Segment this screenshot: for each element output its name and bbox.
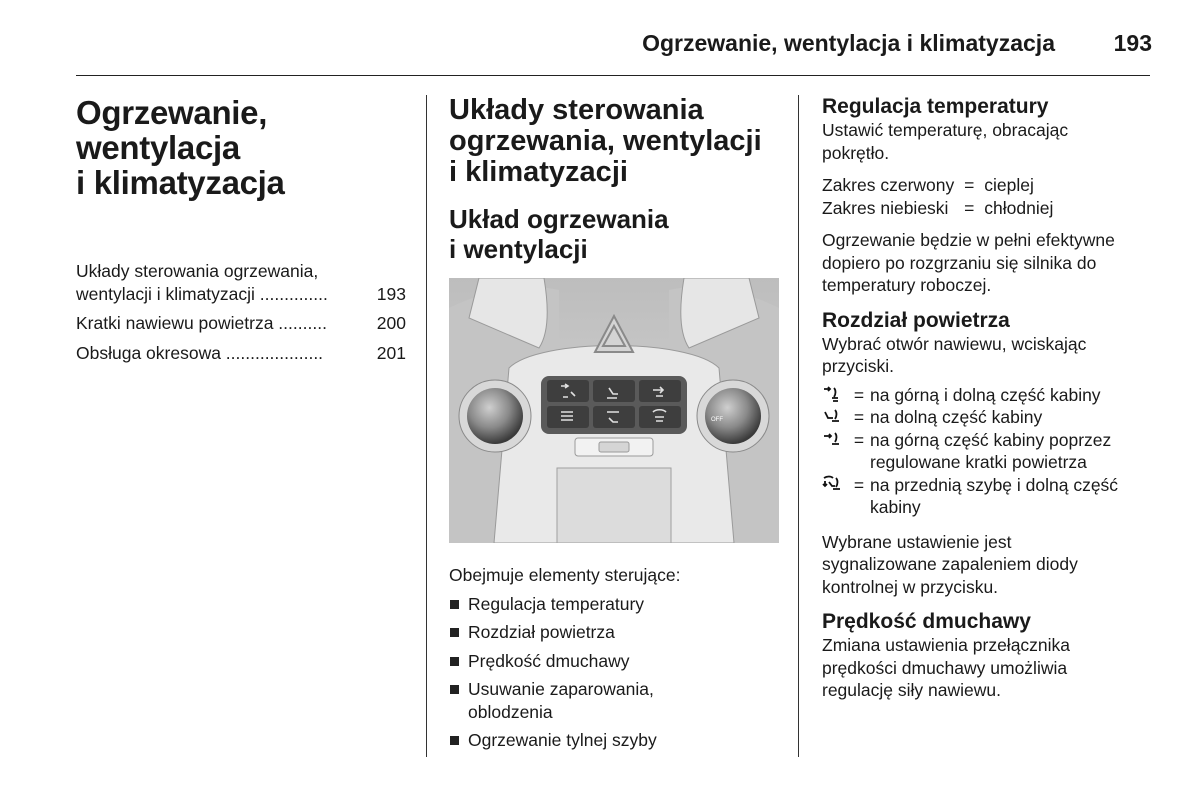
upper-lower-airflow-icon [822, 384, 842, 404]
toc-entry[interactable] [76, 312, 406, 335]
header-rule [76, 75, 1150, 76]
column-divider-2 [798, 95, 799, 757]
range-label: Zakres czerwony [822, 175, 955, 195]
rear-defrost-button [547, 406, 589, 428]
airflow-button-upper [639, 380, 681, 402]
climate-control-panel-image [449, 278, 779, 543]
range-value: chłodniej [984, 197, 1054, 218]
list-item: Usuwanie zaparowania, oblodzenia [449, 678, 708, 723]
temperature-heading: Regulacja temperatury [822, 95, 1049, 118]
subsection-title: Układ ogrzewania i wentylacji [449, 204, 669, 264]
temperature-ranges [822, 174, 1053, 219]
upper-airflow-icon [822, 429, 842, 449]
running-header-title: Ogrzewanie, wentylacja i klimatyzacja [642, 30, 1055, 56]
air-distribution-text: Wybrać otwór nawiewu, wciskając przyciski. [822, 333, 1087, 376]
range-eq: = [964, 175, 975, 195]
temperature-text: Ustawić temperaturę, obracając pokrętło. [822, 120, 1069, 163]
toc-entry-text: Kratki nawiewu powietrza .......... [76, 313, 327, 333]
column-1 [76, 95, 406, 371]
air-distribution-heading: Rozdział powietrza [822, 308, 1010, 332]
range-value: cieplej [984, 175, 1034, 195]
column-3 [822, 95, 1162, 702]
air-distribution-modes [822, 384, 1162, 519]
column-2 [449, 95, 779, 758]
toc-entry-page: 193 [376, 283, 406, 304]
temperature-note: Ogrzewanie będzie w pełni efektywne dopiero po rozgrzaniu się silnika do temperatury roboczej. [822, 230, 1115, 295]
intro-text: Obejmuje elementy sterujące: [449, 565, 681, 585]
list-item: Rozdział powietrza [449, 621, 779, 644]
airflow-button-windshield [593, 406, 635, 428]
airflow-button-upper-lower [547, 380, 589, 402]
fan-speed-heading: Prędkość dmuchawy [822, 610, 1031, 633]
air-distribution-note: Wybrane ustawienie jest sygnalizowane zapaleniem diody kontrolnej w przycisku. [822, 531, 1078, 597]
toc-entry-text: Układy sterowania ogrzewania, wentylacji i klimatyzacji .............. [76, 261, 328, 304]
column-divider-1 [426, 95, 427, 757]
table-of-contents [76, 260, 406, 364]
list-item: Prędkość dmuchawy [449, 650, 779, 673]
toc-entry[interactable] [76, 342, 406, 365]
mode-row: = na przednią szybę i dolną część kabiny [822, 474, 1162, 519]
page-number: 193 [1113, 30, 1152, 56]
range-eq: = [964, 197, 975, 218]
section-title: Układy sterowania ogrzewania, wentylacji i klimatyzacji [449, 94, 762, 188]
mode-row: = na górną część kabiny poprzez regulowane kratki powietrza [822, 429, 1162, 474]
toc-entry-text: Obsługa okresowa .................... [76, 342, 324, 363]
toc-entry-page: 201 [376, 342, 406, 363]
controls-list [449, 593, 779, 752]
list-item: Regulacja temperatury [449, 593, 779, 616]
windshield-floor-airflow-icon [822, 474, 842, 494]
mode-row: = na dolną część kabiny [822, 406, 1162, 429]
list-item: Ogrzewanie tylnej szyby [449, 729, 779, 752]
toc-entry[interactable] [76, 260, 406, 305]
fan-speed-text: Zmiana ustawienia przełącznika prędkości dmuchawy umożliwia regulację siły nawiewu. [822, 635, 1071, 700]
mode-row: = na górną i dolną część kabiny [822, 384, 1162, 407]
range-label: Zakres niebieski [822, 197, 949, 218]
toc-entry-page: 200 [376, 313, 406, 333]
fan-knob-off-label: OFF [711, 417, 723, 423]
floor-airflow-icon [822, 406, 842, 426]
chapter-title: Ogrzewanie, wentylacja i klimatyzacja [76, 94, 285, 201]
